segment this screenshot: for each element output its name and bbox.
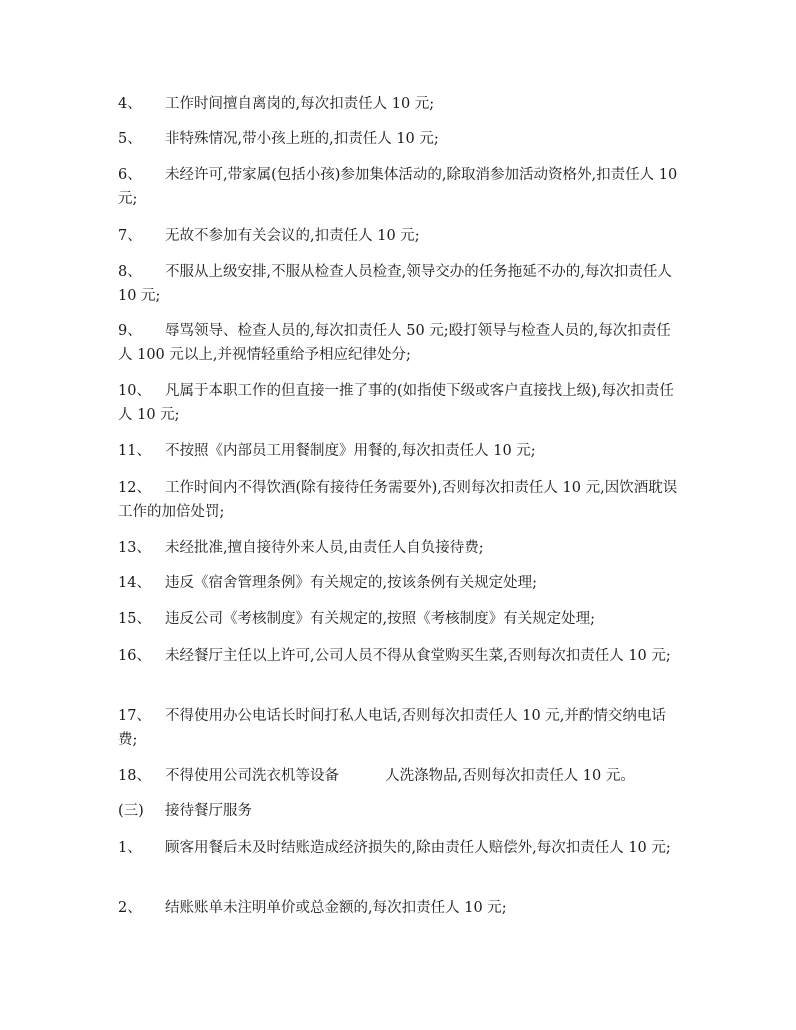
item-text: 无故不参加有关会议的,扣责任人 10 元;	[165, 228, 420, 244]
item-number: 8、	[118, 264, 142, 280]
item-number: 7、	[118, 228, 142, 244]
list-item	[118, 607, 678, 631]
list-item	[118, 379, 678, 427]
item-number: 6、	[118, 167, 142, 183]
list-item	[118, 476, 678, 524]
list-item	[118, 260, 678, 308]
item-text: 违反《宿舍管理条例》有关规定的,按该条例有关规定处理;	[165, 575, 537, 591]
item-text: 工作时间内不得饮酒(除有接待任务需要外),否则每次扣责任人 10 元,因饮酒耽误工作的加倍处罚;	[118, 480, 678, 520]
item-number: 4、	[118, 96, 142, 112]
item-text: 不服从上级安排,不服从检查人员检查,领导交办的任务拖延不办的,每次扣责任人 10 元;	[118, 264, 677, 304]
item-number: 5、	[118, 131, 142, 147]
list-item	[118, 704, 678, 752]
item-text: 工作时间擅自离岗的,每次扣责任人 10 元;	[165, 96, 435, 112]
item-number: 16、	[118, 648, 151, 664]
item-number: 14、	[118, 575, 151, 591]
item-number: 2、	[118, 900, 142, 916]
item-text: 未经许可,带家属(包括小孩)参加集体活动的,除取消参加活动资格外,扣责任人 10 元;	[118, 167, 682, 207]
item-number: 11、	[118, 443, 151, 459]
item-number: 9、	[118, 323, 142, 339]
list-item	[118, 644, 678, 668]
list-item	[118, 439, 678, 463]
list-item	[118, 571, 678, 595]
item-text: 非特殊情况,带小孩上班的,扣责任人 10 元;	[165, 131, 439, 147]
item-number: 1、	[118, 840, 142, 856]
section-number: (三)	[118, 803, 144, 819]
item-text: 不得使用办公电话长时间打私人电话,否则每次扣责任人 10 元,并酌情交纳电话费;	[118, 708, 666, 748]
list-item	[118, 224, 678, 248]
list-item	[118, 92, 678, 116]
item-text: 辱骂领导、检查人员的,每次扣责任人 50 元;殴打领导与检查人员的,每次扣责任人 100 元以上,并视情轻重给予相应纪律处分;	[118, 323, 671, 363]
item-number: 15、	[118, 611, 151, 627]
item-number: 12、	[118, 480, 151, 496]
section-title: 接待餐厅服务	[165, 803, 252, 819]
item-number: 17、	[118, 708, 151, 724]
item-text: 不按照《内部员工用餐制度》用餐的,每次扣责任人 10 元;	[165, 443, 536, 459]
item-text: 未经批准,擅自接待外来人员,由责任人自负接待费;	[165, 540, 484, 556]
item-text: 顾客用餐后未及时结账造成经济损失的,除由责任人赔偿外,每次扣责任人 10 元;	[165, 840, 671, 856]
list-item	[118, 319, 678, 367]
item-text: 凡属于本职工作的但直接一推了事的(如指使下级或客户直接找上级),每次扣责任人 10 元;	[118, 383, 674, 423]
list-item	[118, 536, 678, 560]
list-item	[118, 163, 682, 211]
list-item	[118, 836, 678, 860]
item-number: 10、	[118, 383, 151, 399]
item-text: 不得使用公司洗衣机等设备 人洗涤物品,否则每次扣责任人 10 元。	[165, 768, 635, 784]
list-item	[118, 127, 678, 151]
item-text: 未经餐厅主任以上许可,公司人员不得从食堂购买生菜,否则每次扣责任人 10 元;	[165, 648, 671, 664]
list-item	[118, 764, 678, 788]
item-text: 结账账单未注明单价或总金额的,每次扣责任人 10 元;	[165, 900, 507, 916]
section-heading	[118, 799, 678, 823]
item-number: 18、	[118, 768, 151, 784]
item-number: 13、	[118, 540, 151, 556]
item-text: 违反公司《考核制度》有关规定的,按照《考核制度》有关规定处理;	[165, 611, 595, 627]
list-item	[118, 896, 678, 920]
